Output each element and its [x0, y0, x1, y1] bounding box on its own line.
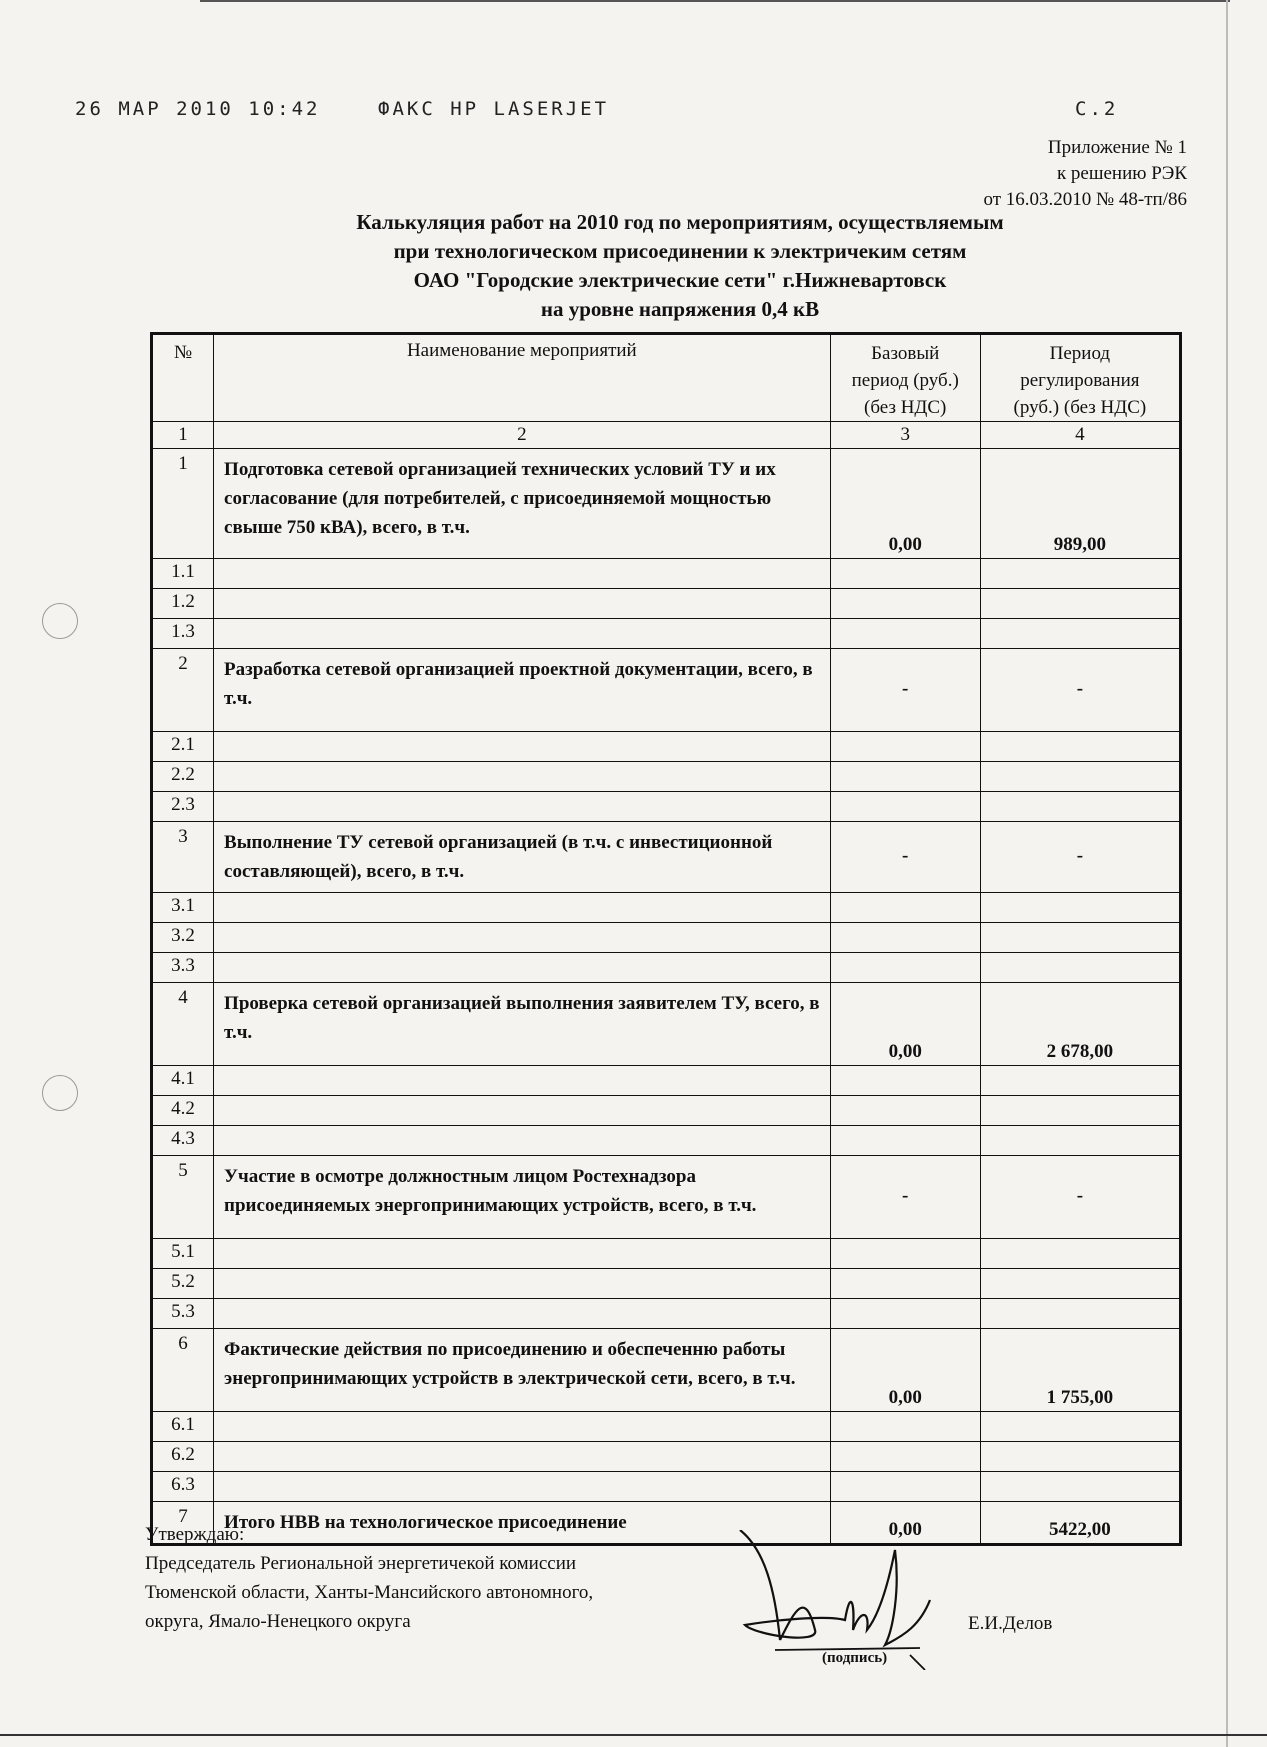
row-number: 7: [152, 1502, 214, 1545]
header-base-line-3: (без НДС): [864, 397, 947, 418]
row-regulation-value: [980, 732, 1180, 762]
table-row: [152, 732, 1181, 762]
row-regulation-value: [980, 1066, 1180, 1096]
row-regulation-value: -: [980, 822, 1180, 893]
row-base-value: [830, 1472, 980, 1502]
table-body: [152, 449, 1181, 1545]
punch-hole-bottom: [42, 1075, 78, 1111]
header-reg-line-1: Период: [1049, 343, 1111, 364]
row-activity-name: Итого НВВ на технологическое присоединение: [214, 1502, 831, 1545]
table-row: [152, 589, 1181, 619]
column-index-row: [152, 422, 1181, 449]
row-number: 3.1: [152, 893, 214, 923]
row-number: 4: [152, 983, 214, 1066]
row-activity-name: Подготовка сетевой организацией технических условий ТУ и их согласование (для потребителей, с присоединяемой мощностью свыше 750 кВА), всего, в т.ч.: [214, 449, 831, 559]
handwritten-signature: [735, 1530, 935, 1670]
table-row: [152, 1239, 1181, 1269]
row-base-value: [830, 559, 980, 589]
table-row: [152, 762, 1181, 792]
row-activity-name: Проверка сетевой организацией выполнения заявителем ТУ, всего, в т.ч.: [214, 983, 831, 1066]
row-regulation-value: [980, 923, 1180, 953]
appendix-line-1: Приложение № 1: [1047, 137, 1187, 158]
header-base-line-1: Базовый: [871, 343, 940, 364]
row-number: 6: [152, 1329, 214, 1412]
fax-page-number: С.2: [1075, 98, 1119, 120]
row-regulation-value: [980, 619, 1180, 649]
row-regulation-value: 5422,00: [980, 1502, 1180, 1545]
row-base-value: [830, 619, 980, 649]
row-regulation-value: 989,00: [980, 449, 1180, 559]
row-activity-name: [214, 1299, 831, 1329]
row-base-value: [830, 1269, 980, 1299]
table-row: [152, 1472, 1181, 1502]
scan-edge-bottom: [0, 1734, 1267, 1736]
appendix-line-2: к решению РЭК: [1056, 163, 1187, 184]
row-number: 3: [152, 822, 214, 893]
row-number: 6.2: [152, 1442, 214, 1472]
row-regulation-value: 1 755,00: [980, 1329, 1180, 1412]
table-row: [152, 1442, 1181, 1472]
row-number: 3.3: [152, 953, 214, 983]
row-number: 2.1: [152, 732, 214, 762]
table-row: [152, 1096, 1181, 1126]
row-number: 2: [152, 649, 214, 732]
row-number: 1.1: [152, 559, 214, 589]
row-number: 1.3: [152, 619, 214, 649]
row-base-value: -: [830, 649, 980, 732]
row-number: 6.3: [152, 1472, 214, 1502]
row-activity-name: Фактические действия по присоединению и обеспеченню работы энергопринимающих устройств в электрической сети, всего, в т.ч.: [214, 1329, 831, 1412]
row-regulation-value: [980, 589, 1180, 619]
signature-caption: (подпись): [822, 1650, 888, 1666]
table-row: [152, 953, 1181, 983]
row-regulation-value: [980, 762, 1180, 792]
row-regulation-value: [980, 1442, 1180, 1472]
header-name: Наименование мероприятий: [214, 334, 831, 422]
row-base-value: [830, 1126, 980, 1156]
header-number: №: [152, 334, 214, 422]
header-reg-line-2: регулирования: [1020, 370, 1140, 391]
row-number: 2.3: [152, 792, 214, 822]
row-activity-name: [214, 953, 831, 983]
row-number: 1.2: [152, 589, 214, 619]
row-activity-name: [214, 589, 831, 619]
fax-header: [75, 98, 1125, 122]
row-base-value: [830, 1096, 980, 1126]
row-base-value: [830, 1412, 980, 1442]
header-base-line-2: период (руб.): [851, 370, 959, 391]
row-number: 6.1: [152, 1412, 214, 1442]
title-line-3: ОАО "Городские электрические сети" г.Нижневартовск: [413, 268, 947, 292]
row-activity-name: [214, 619, 831, 649]
title-line-4: на уровне напряжения 0,4 кВ: [540, 297, 820, 321]
row-activity-name: [214, 1096, 831, 1126]
row-regulation-value: [980, 1096, 1180, 1126]
table-row: [152, 792, 1181, 822]
row-regulation-value: [980, 792, 1180, 822]
row-base-value: [830, 923, 980, 953]
row-base-value: [830, 589, 980, 619]
appendix-reference: [983, 135, 1187, 213]
column-index: 1: [152, 422, 214, 449]
row-regulation-value: [980, 893, 1180, 923]
approval-line-3: округа, Ямало-Ненецкого округа: [145, 1611, 411, 1632]
row-activity-name: [214, 923, 831, 953]
table-header-row: [152, 334, 1181, 422]
row-regulation-value: 2 678,00: [980, 983, 1180, 1066]
header-base-period: [830, 334, 980, 422]
scan-edge-top: [200, 0, 1230, 2]
row-base-value: 0,00: [830, 1502, 980, 1545]
approval-line-1: Председатель Региональной энергетичекой комиссии: [145, 1553, 577, 1574]
row-base-value: [830, 732, 980, 762]
row-number: 4.2: [152, 1096, 214, 1126]
row-activity-name: [214, 1472, 831, 1502]
header-reg-line-3: (руб.) (без НДС): [1013, 397, 1147, 418]
row-base-value: -: [830, 822, 980, 893]
table-row: [152, 1269, 1181, 1299]
row-regulation-value: -: [980, 1156, 1180, 1239]
row-regulation-value: [980, 1239, 1180, 1269]
table-row: [152, 1412, 1181, 1442]
row-base-value: [830, 762, 980, 792]
row-base-value: [830, 1442, 980, 1472]
row-activity-name: Участие в осмотре должностным лицом Ростехнадзора присоединяемых энергопринимающих устройств, всего, в т.ч.: [214, 1156, 831, 1239]
header-regulation-period: [980, 334, 1180, 422]
row-base-value: -: [830, 1156, 980, 1239]
fax-device: ФАКС HP LASERJET: [378, 98, 610, 120]
row-activity-name: [214, 792, 831, 822]
row-number: 4.1: [152, 1066, 214, 1096]
row-activity-name: Разработка сетевой организацией проектной документации, всего, в т.ч.: [214, 649, 831, 732]
row-activity-name: [214, 1269, 831, 1299]
table-row: [152, 1299, 1181, 1329]
row-regulation-value: [980, 1126, 1180, 1156]
table-row: [152, 983, 1181, 1066]
column-index: 2: [214, 422, 831, 449]
row-activity-name: [214, 762, 831, 792]
row-number: 1: [152, 449, 214, 559]
table-row: [152, 559, 1181, 589]
table-row: [152, 619, 1181, 649]
table-row: [152, 449, 1181, 559]
row-regulation-value: [980, 1299, 1180, 1329]
row-activity-name: [214, 1066, 831, 1096]
title-line-2: при технологическом присоединении к электричеким сетям: [393, 239, 967, 263]
row-regulation-value: [980, 1269, 1180, 1299]
table-row: [152, 1066, 1181, 1096]
row-base-value: 0,00: [830, 449, 980, 559]
row-activity-name: Выполнение ТУ сетевой организацией (в т.ч. с инвестиционной составляющей), всего, в т.ч.: [214, 822, 831, 893]
approval-label: Утверждаю:: [145, 1524, 245, 1545]
title-line-1: Калькуляция работ на 2010 год по мероприятиям, осуществляемым: [356, 210, 1004, 234]
row-base-value: 0,00: [830, 983, 980, 1066]
row-base-value: [830, 953, 980, 983]
row-number: 5.2: [152, 1269, 214, 1299]
table-row: [152, 893, 1181, 923]
signer-name: Е.И.Делов: [968, 1613, 1053, 1634]
row-base-value: [830, 792, 980, 822]
row-activity-name: [214, 732, 831, 762]
approval-block: [145, 1520, 593, 1636]
row-regulation-value: [980, 559, 1180, 589]
row-activity-name: [214, 1239, 831, 1269]
row-base-value: [830, 893, 980, 923]
punch-hole-top: [42, 603, 78, 639]
calculation-table: [150, 332, 1182, 1546]
table-row: [152, 1126, 1181, 1156]
row-number: 5.1: [152, 1239, 214, 1269]
table-row: [152, 649, 1181, 732]
table-row: [152, 1156, 1181, 1239]
row-activity-name: [214, 559, 831, 589]
column-index: 4: [980, 422, 1180, 449]
table-row: [152, 1329, 1181, 1412]
row-base-value: [830, 1299, 980, 1329]
row-number: 3.2: [152, 923, 214, 953]
row-activity-name: [214, 893, 831, 923]
appendix-line-3: от 16.03.2010 № 48-тп/86: [983, 189, 1187, 210]
fax-datetime: 26 МАР 2010 10:42: [75, 98, 321, 120]
row-number: 5.3: [152, 1299, 214, 1329]
row-number: 4.3: [152, 1126, 214, 1156]
row-base-value: 0,00: [830, 1329, 980, 1412]
row-regulation-value: -: [980, 649, 1180, 732]
row-regulation-value: [980, 1412, 1180, 1442]
document-title: [160, 208, 1200, 324]
row-activity-name: [214, 1126, 831, 1156]
row-number: 2.2: [152, 762, 214, 792]
scan-edge-right: [1226, 0, 1228, 1747]
table-row: [152, 822, 1181, 893]
row-base-value: [830, 1239, 980, 1269]
approval-line-2: Тюменской области, Ханты-Мансийского автономного,: [145, 1582, 594, 1603]
row-regulation-value: [980, 1472, 1180, 1502]
row-number: 5: [152, 1156, 214, 1239]
row-activity-name: [214, 1442, 831, 1472]
table-row: [152, 923, 1181, 953]
row-regulation-value: [980, 953, 1180, 983]
column-index: 3: [830, 422, 980, 449]
row-activity-name: [214, 1412, 831, 1442]
row-base-value: [830, 1066, 980, 1096]
